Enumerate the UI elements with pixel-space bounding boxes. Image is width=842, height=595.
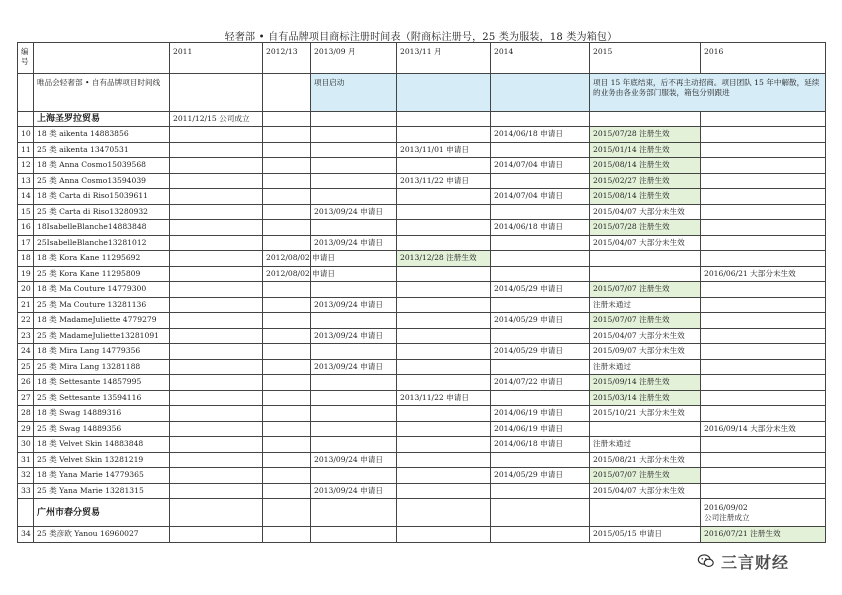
row-2014: 2014/06/18 申请日 xyxy=(491,127,590,143)
row-2011 xyxy=(170,220,263,236)
row-2015 xyxy=(590,266,701,282)
table-row xyxy=(18,406,826,422)
row-2014: 2014/07/22 申请日 xyxy=(491,375,590,391)
row-2016 xyxy=(701,220,826,236)
row-2016 xyxy=(701,344,826,360)
row-2013-11 xyxy=(397,375,491,391)
row-2011 xyxy=(170,390,263,406)
row-2014: 2014/06/18 申请日 xyxy=(491,437,590,453)
row-trademark: 18 类 Settesante 14857995 xyxy=(34,375,170,391)
row-2013-11 xyxy=(397,483,491,499)
row-2016 xyxy=(701,282,826,298)
row-2011 xyxy=(170,452,263,468)
row-trademark: 18 类 Carta di Riso15039611 xyxy=(34,189,170,205)
row-2013-11: 2013/11/22 申请日 xyxy=(397,390,491,406)
row-trademark: 25 类 aikenta 13470531 xyxy=(34,142,170,158)
row-2013-11 xyxy=(397,359,491,375)
row-trademark: 18 类 Velvet Skin 14883848 xyxy=(34,437,170,453)
row-no: 17 xyxy=(18,235,34,251)
row-2015: 2015/07/28 注册生效 xyxy=(590,127,701,143)
row-2014: 2014/05/29 申请日 xyxy=(491,282,590,298)
row-no: 19 xyxy=(18,266,34,282)
row-2014 xyxy=(491,173,590,189)
row-no: 20 xyxy=(18,282,34,298)
row-2012-13 xyxy=(263,282,311,298)
row-2011 xyxy=(170,468,263,484)
row-2011 xyxy=(170,251,263,267)
row-2011 xyxy=(170,127,263,143)
row-2015: 2015/09/07 大部分未生效 xyxy=(590,344,701,360)
table-row xyxy=(18,297,826,313)
row-2011 xyxy=(170,437,263,453)
row-2015: 2015/04/07 大部分未生效 xyxy=(590,483,701,499)
header-2013-11: 2013/11 月 xyxy=(397,43,491,74)
table-row xyxy=(18,220,826,236)
trademark-table xyxy=(17,42,826,543)
row-2013-09 xyxy=(311,468,397,484)
row-no: 33 xyxy=(18,483,34,499)
row-2013-09 xyxy=(311,527,397,543)
row-2014 xyxy=(491,483,590,499)
row-2015: 2015/05/15 申请日 xyxy=(590,527,701,543)
row-2012-13 xyxy=(263,437,311,453)
row-2011 xyxy=(170,158,263,174)
row-2016 xyxy=(701,142,826,158)
row-2013-11 xyxy=(397,313,491,329)
row-2014: 2014/06/19 申请日 xyxy=(491,421,590,437)
table-row xyxy=(18,375,826,391)
row-2016 xyxy=(701,468,826,484)
row-2016 xyxy=(701,297,826,313)
row-2013-11 xyxy=(397,437,491,453)
row-2012-13 xyxy=(263,313,311,329)
table-row xyxy=(18,313,826,329)
row-no: 14 xyxy=(18,189,34,205)
row-2011 xyxy=(170,344,263,360)
row-2012-13 xyxy=(263,189,311,205)
timeline-label: 唯品会轻奢部 • 自有品牌项目时间线 xyxy=(34,74,170,112)
row-trademark: 25 类 Kora Kane 11295809 xyxy=(34,266,170,282)
row-2016 xyxy=(701,406,826,422)
table-row xyxy=(18,527,826,543)
company-name: 上海圣罗拉贸易 xyxy=(34,112,170,127)
row-2013-09: 2013/09/24 申请日 xyxy=(311,297,397,313)
row-2014 xyxy=(491,359,590,375)
table-row xyxy=(18,204,826,220)
row-2015: 2015/04/07 大部分未生效 xyxy=(590,204,701,220)
watermark-text: 三言财经 xyxy=(721,552,790,572)
row-2011 xyxy=(170,313,263,329)
row-no: 28 xyxy=(18,406,34,422)
row-no: 13 xyxy=(18,173,34,189)
row-2014 xyxy=(491,527,590,543)
row-2012-13 xyxy=(263,297,311,313)
row-trademark: 25 类 Velvet Skin 13281219 xyxy=(34,452,170,468)
row-2012-13 xyxy=(263,483,311,499)
row-2015: 2015/07/07 注册生效 xyxy=(590,313,701,329)
row-2015 xyxy=(590,251,701,267)
table-row xyxy=(18,328,826,344)
row-2015: 2015/07/07 注册生效 xyxy=(590,282,701,298)
header-row xyxy=(18,43,826,74)
row-no: 18 xyxy=(18,251,34,267)
timeline-project-start: 项目启动 xyxy=(311,74,397,112)
company-name: 广州市春分贸易 xyxy=(34,499,170,527)
row-2016 xyxy=(701,158,826,174)
row-2015: 2015/03/14 注册生效 xyxy=(590,390,701,406)
row-2016 xyxy=(701,452,826,468)
row-2013-09: 2013/09/24 申请日 xyxy=(311,483,397,499)
table-row xyxy=(18,173,826,189)
row-2015: 2015/08/21 大部分未生效 xyxy=(590,452,701,468)
row-2013-11 xyxy=(397,297,491,313)
row-2015 xyxy=(590,421,701,437)
row-2013-09 xyxy=(311,158,397,174)
row-2013-09 xyxy=(311,390,397,406)
header-2016: 2016 xyxy=(701,43,826,74)
row-2014: 2014/06/19 申请日 xyxy=(491,406,590,422)
row-trademark: 18 类 Yana Marie 14779365 xyxy=(34,468,170,484)
table-row xyxy=(18,158,826,174)
row-trademark: 25 类 Anna Cosmo13594039 xyxy=(34,173,170,189)
row-2013-11 xyxy=(397,189,491,205)
row-2012-13 xyxy=(263,204,311,220)
row-2013-09 xyxy=(311,220,397,236)
table-row xyxy=(18,483,826,499)
table-row xyxy=(18,127,826,143)
table-row xyxy=(18,437,826,453)
row-no: 22 xyxy=(18,313,34,329)
row-2013-09 xyxy=(311,189,397,205)
row-2014: 2014/07/04 申请日 xyxy=(491,189,590,205)
row-2011 xyxy=(170,406,263,422)
company-founded xyxy=(701,499,826,527)
page-title: 轻奢部 • 自有品牌项目商标注册时间表（附商标注册号，25 类为服装，18 类为箱包） xyxy=(224,32,618,43)
row-2016 xyxy=(701,375,826,391)
row-2013-11 xyxy=(397,266,491,282)
row-2014 xyxy=(491,328,590,344)
row-2015: 2015/02/27 注册生效 xyxy=(590,173,701,189)
row-2014 xyxy=(491,266,590,282)
row-2012-13 xyxy=(263,344,311,360)
row-2012-13 xyxy=(263,127,311,143)
row-2011 xyxy=(170,235,263,251)
row-trademark: 25 类 Mira Lang 13281188 xyxy=(34,359,170,375)
row-2013-11 xyxy=(397,406,491,422)
row-2013-11: 2013/11/01 申请日 xyxy=(397,142,491,158)
company-founded: 2011/12/15 公司成立 xyxy=(170,112,263,127)
table-row xyxy=(18,251,826,267)
header-2013-09: 2013/09 月 xyxy=(311,43,397,74)
row-2012-13 xyxy=(263,173,311,189)
row-2016 xyxy=(701,127,826,143)
row-trademark: 18 类 Mira Lang 14779356 xyxy=(34,344,170,360)
row-2013-11 xyxy=(397,421,491,437)
row-trademark: 25IsabelleBlanche13281012 xyxy=(34,235,170,251)
row-2016 xyxy=(701,173,826,189)
row-2014 xyxy=(491,390,590,406)
row-2015: 2015/04/07 大部分未生效 xyxy=(590,328,701,344)
table-row xyxy=(18,390,826,406)
row-2015: 注册未通过 xyxy=(590,359,701,375)
row-2013-11: 2013/12/28 注册生效 xyxy=(397,251,491,267)
row-2012-13 xyxy=(263,142,311,158)
row-trademark: 18IsabelleBlanche14883848 xyxy=(34,220,170,236)
row-2016 xyxy=(701,483,826,499)
row-2011 xyxy=(170,204,263,220)
row-2013-11 xyxy=(397,344,491,360)
row-2011 xyxy=(170,189,263,205)
row-2014 xyxy=(491,452,590,468)
row-trademark: 25 类 Settesante 13594116 xyxy=(34,390,170,406)
header-no: 编号 xyxy=(18,43,34,74)
row-trademark: 25 类 Carta di Riso13280932 xyxy=(34,204,170,220)
row-2012-13 xyxy=(263,328,311,344)
row-2012-13 xyxy=(263,158,311,174)
row-2016 xyxy=(701,390,826,406)
row-2014 xyxy=(491,297,590,313)
company-founded-label: 公司注册成立 xyxy=(704,512,750,522)
row-trademark: 25 类 MadameJuliette13281091 xyxy=(34,328,170,344)
row-no: 27 xyxy=(18,390,34,406)
row-2013-11 xyxy=(397,127,491,143)
row-no: 15 xyxy=(18,204,34,220)
row-2013-09 xyxy=(311,406,397,422)
row-2012-13 xyxy=(263,220,311,236)
row-2011 xyxy=(170,375,263,391)
row-2016: 2016/09/14 大部分未生效 xyxy=(701,421,826,437)
table-row xyxy=(18,452,826,468)
row-no: 30 xyxy=(18,437,34,453)
row-2016 xyxy=(701,189,826,205)
row-no: 31 xyxy=(18,452,34,468)
row-2013-11 xyxy=(397,527,491,543)
row-2013-11 xyxy=(397,328,491,344)
row-2016 xyxy=(701,251,826,267)
table-row xyxy=(18,142,826,158)
row-2013-11 xyxy=(397,204,491,220)
row-2013-11 xyxy=(397,220,491,236)
row-2016 xyxy=(701,235,826,251)
watermark xyxy=(697,548,827,574)
row-2015: 2015/08/14 注册生效 xyxy=(590,189,701,205)
row-2012-13 xyxy=(263,468,311,484)
row-2015: 2015/09/14 注册生效 xyxy=(590,375,701,391)
row-no: 24 xyxy=(18,344,34,360)
row-2013-09 xyxy=(311,127,397,143)
row-2013-09: 2013/09/24 申请日 xyxy=(311,235,397,251)
row-2015: 2015/08/14 注册生效 xyxy=(590,158,701,174)
row-2011 xyxy=(170,142,263,158)
company-row xyxy=(18,499,826,527)
row-no: 29 xyxy=(18,421,34,437)
table-row xyxy=(18,189,826,205)
row-2013-09 xyxy=(311,313,397,329)
row-2014 xyxy=(491,251,590,267)
row-no: 21 xyxy=(18,297,34,313)
row-2013-09 xyxy=(311,142,397,158)
row-2013-09 xyxy=(311,344,397,360)
row-2011 xyxy=(170,421,263,437)
row-2011 xyxy=(170,266,263,282)
row-2015: 2015/10/21 大部分未生效 xyxy=(590,406,701,422)
row-no: 11 xyxy=(18,142,34,158)
table-row xyxy=(18,421,826,437)
row-2012-13 xyxy=(263,421,311,437)
row-2012-13 xyxy=(263,452,311,468)
row-2012-13 xyxy=(263,375,311,391)
table-row xyxy=(18,359,826,375)
row-trademark: 25 类 Swag 14889356 xyxy=(34,421,170,437)
row-trademark: 18 类 Swag 14889316 xyxy=(34,406,170,422)
row-2015: 2015/07/07 注册生效 xyxy=(590,468,701,484)
row-2014 xyxy=(491,235,590,251)
row-trademark: 25 类彦欧 Yanou 16960027 xyxy=(34,527,170,543)
row-2012-13 xyxy=(263,235,311,251)
table-row xyxy=(18,282,826,298)
timeline-row xyxy=(18,74,826,112)
row-2012-13 xyxy=(263,390,311,406)
row-2011 xyxy=(170,359,263,375)
table-row xyxy=(18,468,826,484)
company-row xyxy=(18,112,826,127)
row-2013-11 xyxy=(397,282,491,298)
table-row xyxy=(18,266,826,282)
row-2016: 2016/07/21 注册生效 xyxy=(701,527,826,543)
table-row xyxy=(18,344,826,360)
row-2013-09: 2013/09/24 申请日 xyxy=(311,452,397,468)
row-2013-11 xyxy=(397,452,491,468)
row-2013-09 xyxy=(311,421,397,437)
row-no: 34 xyxy=(18,527,34,543)
row-2011 xyxy=(170,173,263,189)
row-no: 16 xyxy=(18,220,34,236)
row-2012-13 xyxy=(263,527,311,543)
row-trademark: 25 类 Ma Couture 13281136 xyxy=(34,297,170,313)
row-2013-09 xyxy=(311,437,397,453)
row-2014 xyxy=(491,142,590,158)
row-2016 xyxy=(701,313,826,329)
row-2011 xyxy=(170,483,263,499)
row-2013-09 xyxy=(311,375,397,391)
table-row xyxy=(18,235,826,251)
row-2013-09: 2013/09/24 申请日 xyxy=(311,328,397,344)
row-no: 32 xyxy=(18,468,34,484)
row-2011 xyxy=(170,527,263,543)
row-2013-11 xyxy=(397,468,491,484)
row-trademark: 18 类 Anna Cosmo15039568 xyxy=(34,158,170,174)
header-2015: 2015 xyxy=(590,43,701,74)
row-2014: 2014/05/29 申请日 xyxy=(491,313,590,329)
row-2014: 2014/07/04 申请日 xyxy=(491,158,590,174)
row-no: 12 xyxy=(18,158,34,174)
row-trademark: 18 类 Ma Couture 14779300 xyxy=(34,282,170,298)
row-2016 xyxy=(701,359,826,375)
row-2011 xyxy=(170,282,263,298)
row-2012-13 xyxy=(263,406,311,422)
row-2012-13 xyxy=(263,359,311,375)
row-2011 xyxy=(170,297,263,313)
row-2016 xyxy=(701,437,826,453)
row-2012-13: 2012/08/02 申请日 xyxy=(263,251,311,267)
row-2013-11 xyxy=(397,158,491,174)
row-2015: 注册未通过 xyxy=(590,437,701,453)
row-trademark: 18 类 MadameJuliette 4779279 xyxy=(34,313,170,329)
header-2014: 2014 xyxy=(491,43,590,74)
row-2014: 2014/05/29 申请日 xyxy=(491,344,590,360)
row-no: 26 xyxy=(18,375,34,391)
row-2015: 注册未通过 xyxy=(590,297,701,313)
row-no: 10 xyxy=(18,127,34,143)
row-2016 xyxy=(701,204,826,220)
row-2014: 2014/06/18 申请日 xyxy=(491,220,590,236)
row-no: 25 xyxy=(18,359,34,375)
row-2013-09: 2013/09/24 申请日 xyxy=(311,204,397,220)
company-founded-date: 2016/09/02 xyxy=(704,502,748,512)
row-trademark: 25 类 Yana Marie 13281315 xyxy=(34,483,170,499)
row-no: 23 xyxy=(18,328,34,344)
row-2014: 2014/05/29 申请日 xyxy=(491,468,590,484)
header-2012-13: 2012/13 xyxy=(263,43,311,74)
row-2013-09: 2013/09/24 申请日 xyxy=(311,359,397,375)
row-trademark: 18 类 aikenta 14883856 xyxy=(34,127,170,143)
header-name xyxy=(34,43,170,74)
row-2013-09 xyxy=(311,173,397,189)
row-2014 xyxy=(491,204,590,220)
row-2011 xyxy=(170,328,263,344)
row-2015: 2015/07/28 注册生效 xyxy=(590,220,701,236)
wechat-icon xyxy=(697,552,715,570)
row-2015: 2015/01/14 注册生效 xyxy=(590,142,701,158)
row-2013-09 xyxy=(311,282,397,298)
row-2013-11: 2013/11/22 申请日 xyxy=(397,173,491,189)
row-2012-13: 2012/08/02 申请日 xyxy=(263,266,311,282)
row-2016: 2016/06/21 大部分未生效 xyxy=(701,266,826,282)
header-2011: 2011 xyxy=(170,43,263,74)
row-trademark: 18 类 Kora Kane 11295692 xyxy=(34,251,170,267)
row-2015: 2015/04/07 大部分未生效 xyxy=(590,235,701,251)
row-2013-11 xyxy=(397,235,491,251)
row-2016 xyxy=(701,328,826,344)
timeline-project-end: 项目 15 年底结束，后不再主动招商。项目团队 15 年中解散，延续的业务由各业务部门服装，箱包分别跟进 xyxy=(590,74,826,112)
